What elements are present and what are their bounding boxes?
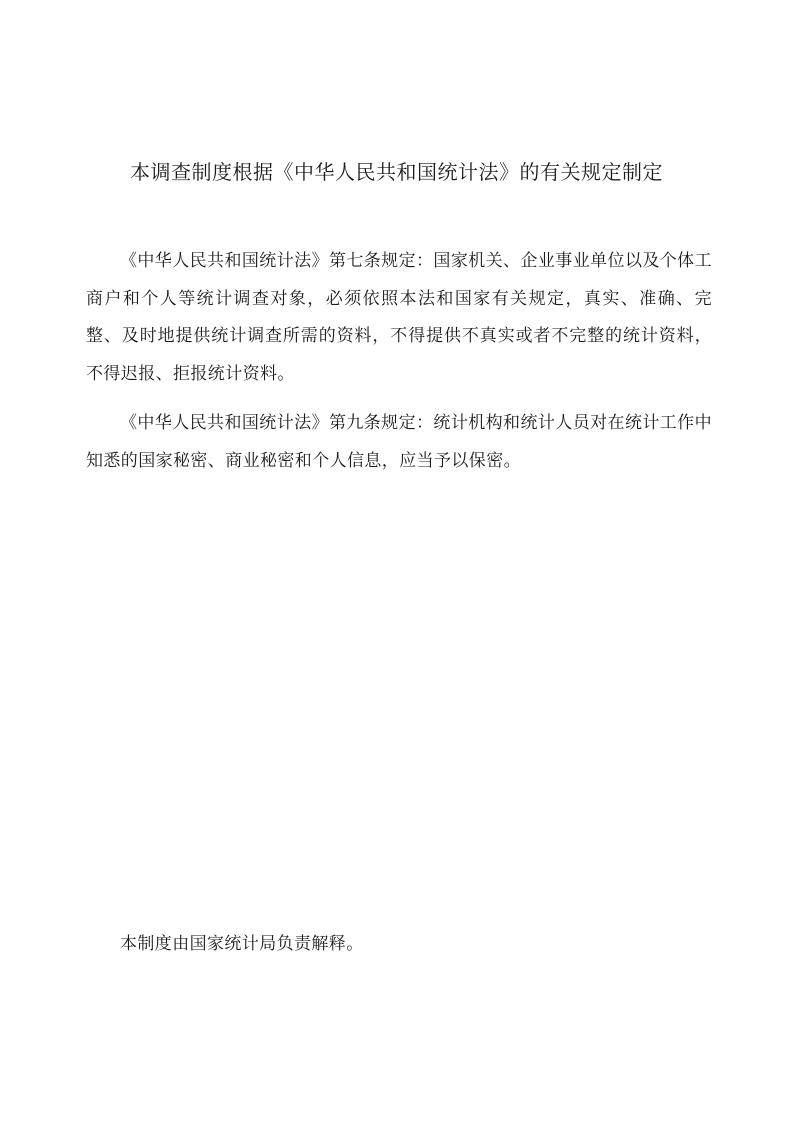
interpretation-note: 本制度由国家统计局负责解释。 bbox=[120, 934, 364, 954]
statistics-law-article-9-paragraph: 《中华人民共和国统计法》第九条规定：统计机构和统计人员对在统计工作中知悉的国家秘密、商业秘密和个人信息，应当予以保密。 bbox=[86, 413, 712, 471]
statistics-law-article-7-paragraph: 《中华人民共和国统计法》第七条规定：国家机关、企业事业单位以及个体工商户和个人等统计调查对象，必须依照本法和国家有关规定，真实、准确、完整、及时地提供统计调查所需的资料，不得提供不真实或者不完整的统计资料，不得迟报、拒报统计资料。 bbox=[86, 251, 712, 384]
document-title: 本调查制度根据《中华人民共和国统计法》的有关规定制定 bbox=[130, 160, 663, 184]
